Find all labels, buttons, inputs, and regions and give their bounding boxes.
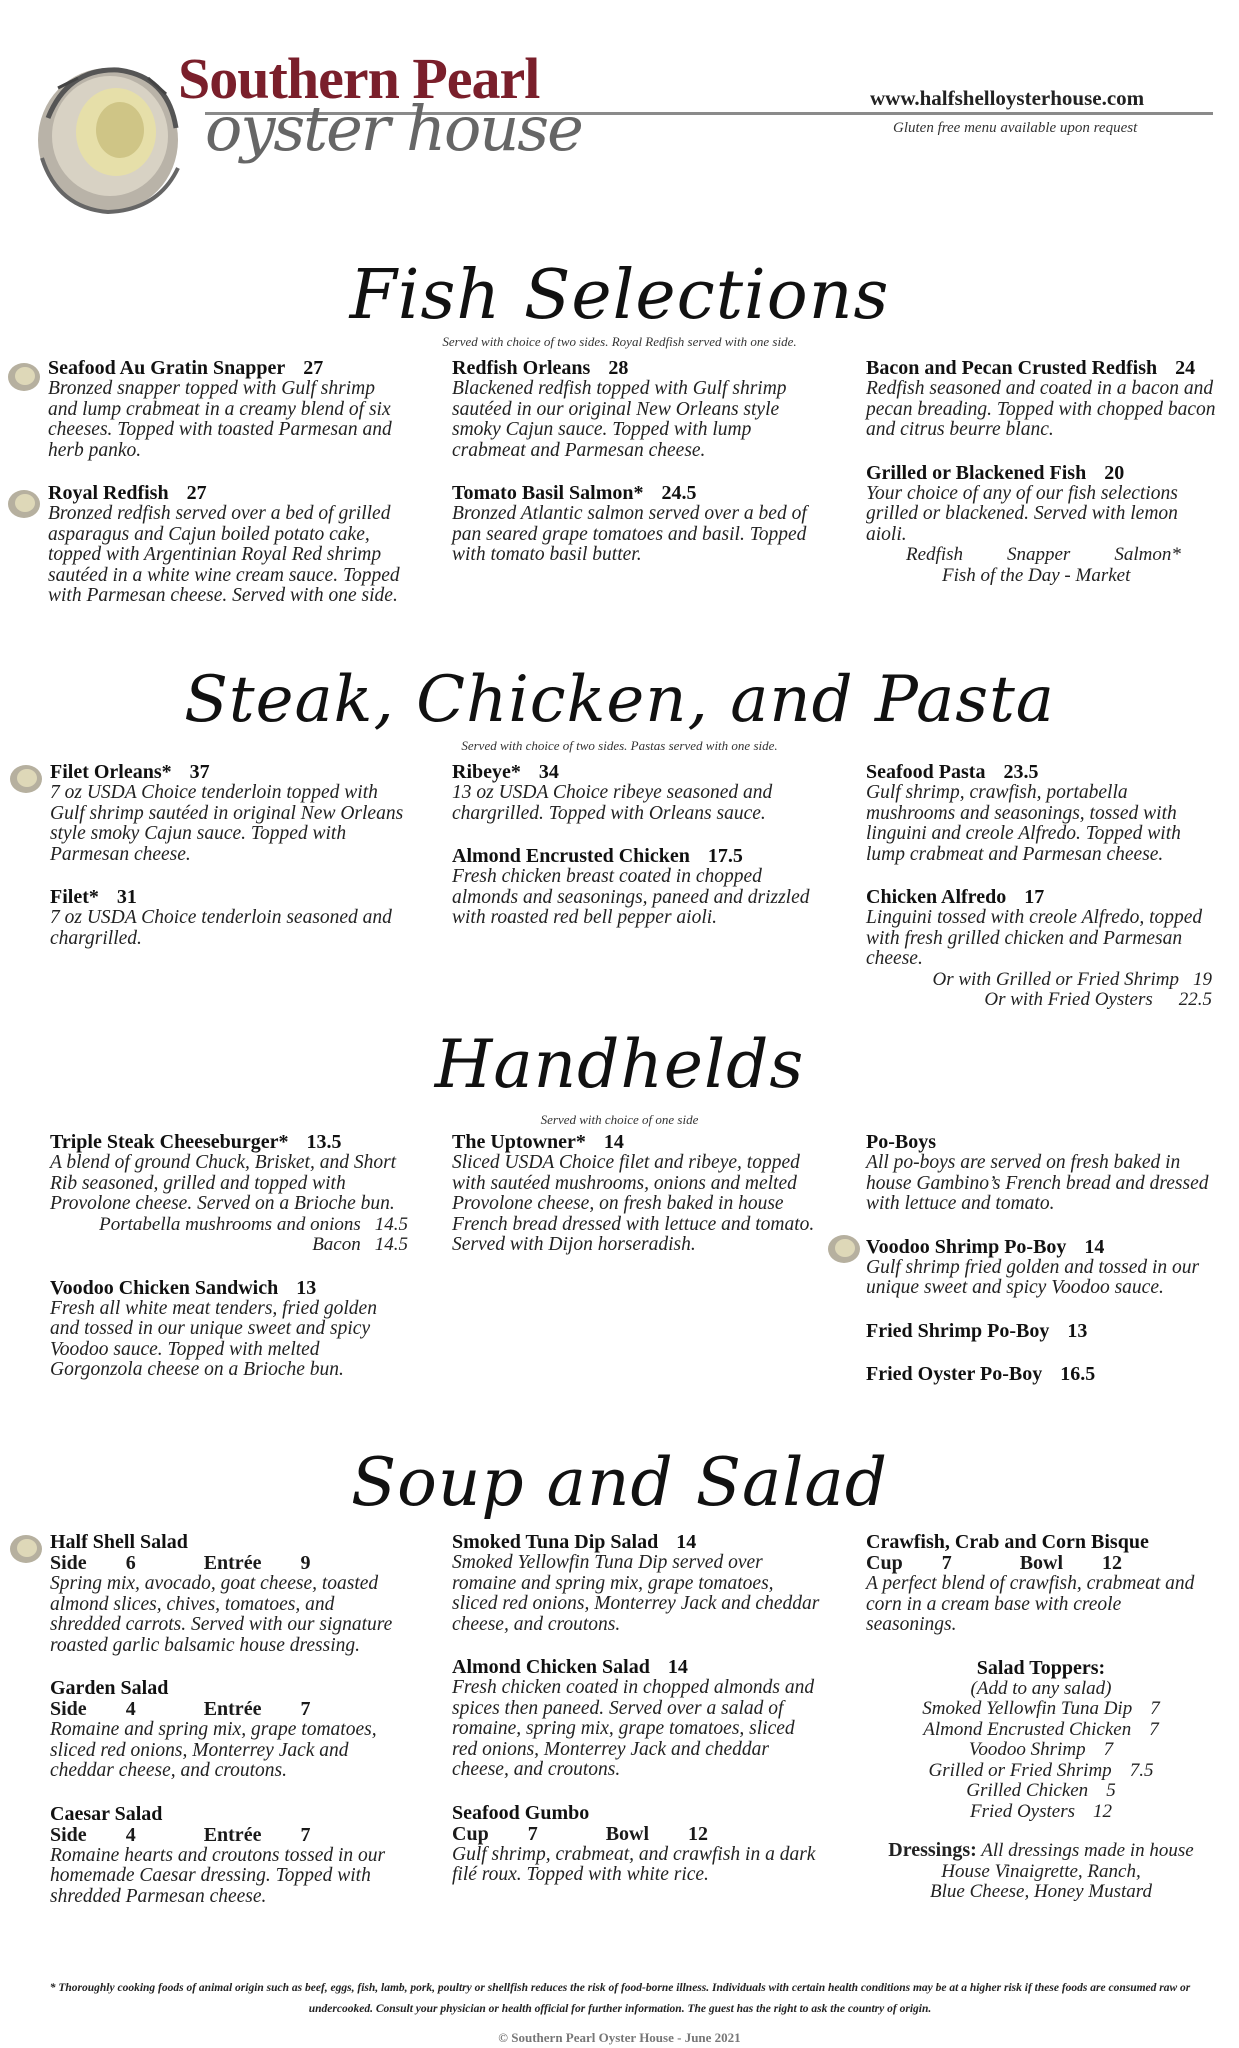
upgrade-label: Or with Grilled or Fried Shrimp [932, 968, 1179, 990]
size-price: 7 [941, 1552, 952, 1574]
upgrade-option [50, 1235, 408, 1256]
brand-subtitle: oyster house [205, 92, 582, 165]
item-price: 27 [186, 482, 207, 504]
item-name: Filet* [50, 886, 99, 908]
topper-name: Grilled Chicken [966, 1780, 1089, 1801]
topper-price: 7.5 [1129, 1759, 1154, 1781]
menu-item [50, 1678, 408, 1782]
upgrade-price: 22.5 [1178, 989, 1212, 1010]
item-description: 13 oz USDA Choice ribeye seasoned and chargrilled. Topped with Orleans sauce. [452, 782, 773, 824]
item-price: 24.5 [661, 482, 697, 504]
size-price: 7 [300, 1698, 311, 1720]
dressings-label: Dressings: [888, 1839, 977, 1861]
topper-item [866, 1781, 1216, 1802]
item-price: 13.5 [306, 1131, 342, 1153]
size-price: 12 [688, 1822, 709, 1845]
item-price: 28 [608, 357, 629, 379]
oyster-icon [826, 1232, 862, 1266]
item-price: 14 [676, 1531, 697, 1553]
fish-column-3 [866, 358, 1216, 608]
handhelds-column-2 [452, 1132, 822, 1278]
menu-item [452, 762, 822, 824]
menu-item [866, 358, 1216, 441]
size-label: Side [50, 1823, 87, 1846]
topper-name: Voodoo Shrimp [968, 1739, 1086, 1760]
section-title-handhelds: Handhelds [434, 1026, 805, 1103]
topper-item [866, 1699, 1216, 1720]
upgrade-price: 14.5 [374, 1234, 408, 1255]
topper-item [866, 1761, 1216, 1782]
topper-name: Grilled or Fried Shrimp [928, 1759, 1112, 1781]
item-name: Royal Redfish [48, 482, 169, 504]
item-name: Crawfish, Crab and Corn Bisque [866, 1531, 1149, 1553]
oyster-icon [6, 360, 42, 394]
item-description: Gulf shrimp, crabmeat, and crawfish in a dark filé roux. Topped with white rice. [452, 1843, 816, 1885]
topper-price: 7 [1103, 1739, 1114, 1760]
size-label: Bowl [605, 1822, 650, 1845]
oyster-icon [8, 762, 44, 796]
menu-item [866, 1132, 1216, 1215]
menu-item [50, 762, 408, 865]
dressings-list: House Vinaigrette, Ranch, [941, 1860, 1141, 1882]
size-price: 6 [125, 1552, 136, 1574]
size-label: Cup [866, 1552, 903, 1574]
item-description: Bronzed redfish served over a bed of grilled asparagus and Cajun boiled potato cake, topped with Argentinian Royal Red shrimp sautéed in a white wine cream sauce. Topped with Parmesan cheese. Served with one side. [48, 503, 400, 606]
menu-item [452, 1657, 822, 1781]
size-label: Side [50, 1552, 87, 1574]
oyster-icon [6, 487, 42, 521]
item-name: Bacon and Pecan Crusted Redfish [866, 357, 1158, 379]
item-name: Caesar Salad [50, 1802, 163, 1825]
steak-column-3 [866, 762, 1216, 1033]
fish-column-2 [452, 358, 822, 588]
item-description: Fresh chicken breast coated in chopped almonds and seasonings, paneed and drizzled with roasted red bell pepper aioli. [452, 866, 810, 928]
item-description: A blend of ground Chuck, Brisket, and Short Rib seasoned, grilled and topped with Provolone cheese. Served on a Brioche bun. [50, 1152, 397, 1214]
menu-item [452, 1132, 822, 1256]
item-description: Redfish seasoned and coated in a bacon and pecan breading. Topped with chopped bacon and citrus beurre blanc. [866, 378, 1216, 440]
fish-option: Salmon* [1114, 544, 1181, 565]
menu-item [50, 1804, 408, 1908]
item-price: 16.5 [1060, 1362, 1096, 1385]
item-name: Filet Orleans* [50, 761, 172, 783]
menu-item [866, 887, 1216, 1011]
handhelds-column-1 [50, 1132, 408, 1403]
item-name: Voodoo Chicken Sandwich [50, 1276, 279, 1299]
upgrade-label: Or with Fried Oysters [984, 989, 1153, 1010]
item-name: Ribeye* [452, 761, 521, 783]
item-price: 17.5 [707, 845, 743, 867]
item-name: Seafood Pasta [866, 761, 986, 783]
item-name: Voodoo Shrimp Po-Boy [866, 1235, 1067, 1258]
size-label: Side [50, 1698, 87, 1720]
upgrade-price: 14.5 [374, 1213, 408, 1235]
steak-column-1 [50, 762, 408, 971]
item-price: 31 [116, 886, 137, 908]
size-label: Entrée [203, 1823, 262, 1846]
item-name: Chicken Alfredo [866, 886, 1007, 908]
soup-column-2 [452, 1532, 822, 1908]
topper-price: 12 [1093, 1800, 1112, 1822]
menu-item [452, 846, 822, 929]
menu-item [452, 358, 822, 461]
topper-name: Fried Oysters [969, 1800, 1075, 1822]
fish-option: Snapper [1007, 544, 1071, 565]
topper-item [866, 1802, 1216, 1823]
item-name: Redfish Orleans [452, 357, 591, 379]
item-description: 7 oz USDA Choice tenderloin topped with Gulf shrimp sautéed in original New Orleans style smoky Cajun sauce. Topped with Parmesan cheese. [50, 782, 404, 865]
item-price: 13 [296, 1276, 317, 1299]
menu-item [48, 358, 408, 461]
item-description: 7 oz USDA Choice tenderloin seasoned and chargrilled. [50, 907, 392, 949]
item-description: Sliced USDA Choice filet and ribeye, topped with sautéed mushrooms, onions and melted Provolone cheese, on fresh baked in house French bread dressed with lettuce and tomato. Served with Dijon horseradish. [452, 1152, 815, 1255]
salad-toppers-note: (Add to any salad) [970, 1677, 1112, 1699]
item-price: 24 [1175, 357, 1196, 379]
item-price: 13 [1067, 1319, 1088, 1342]
item-price: 17 [1024, 886, 1045, 908]
menu-item [48, 483, 408, 607]
item-name: Garden Salad [50, 1677, 169, 1699]
item-name: Seafood Au Gratin Snapper [48, 357, 286, 379]
salad-toppers-title: Salad Toppers: [976, 1656, 1106, 1679]
menu-item [50, 887, 408, 949]
upgrade-label: Portabella mushrooms and onions [99, 1213, 361, 1235]
section-title-fish: Fish Selections [349, 256, 890, 335]
soup-column-3 [866, 1532, 1216, 1903]
item-description: Fresh all white meat tenders, fried golden and tossed in our unique sweet and spicy Voodoo sauce. Topped with melted Gorgonzola cheese on a Brioche bun. [50, 1297, 377, 1380]
fish-column-1 [48, 358, 408, 629]
item-price: 14 [1084, 1235, 1105, 1258]
oyster-icon [8, 1532, 44, 1566]
oyster-logo-icon [28, 48, 188, 218]
topper-name: Almond Encrusted Chicken [923, 1718, 1132, 1740]
upgrade-option [50, 1215, 408, 1236]
item-name: Triple Steak Cheeseburger* [50, 1131, 289, 1153]
menu-item [50, 1532, 408, 1656]
item-name: Fried Shrimp Po-Boy [866, 1319, 1050, 1342]
size-price: 7 [300, 1823, 311, 1846]
size-price: 4 [125, 1698, 136, 1720]
item-name: The Uptowner* [452, 1131, 586, 1153]
topper-price: 5 [1106, 1780, 1116, 1801]
topper-item [866, 1720, 1216, 1741]
section-note-steak: Served with choice of two sides. Pastas served with one side. [461, 738, 778, 753]
size-label: Entrée [203, 1552, 262, 1574]
menu-item [452, 483, 822, 566]
item-price: 34 [538, 761, 559, 783]
item-name: Smoked Tuna Dip Salad [452, 1531, 659, 1553]
section-title-steak: Steak, Chicken, and Pasta [184, 663, 1055, 737]
item-name: Almond Chicken Salad [452, 1656, 650, 1678]
menu-item [50, 1278, 408, 1381]
item-description: Blackened redfish topped with Gulf shrimp sautéed in our original New Orleans style smoky Cajun sauce. Topped with lump crabmeat and Parmesan cheese. [452, 378, 787, 461]
menu-item [866, 1364, 1216, 1385]
item-price: 14 [667, 1656, 688, 1678]
upgrade-price: 19 [1193, 968, 1212, 990]
menu-item [866, 1237, 1216, 1299]
item-name: Half Shell Salad [50, 1531, 188, 1553]
item-price: 37 [189, 761, 210, 783]
size-prices [50, 1825, 408, 1846]
fish-option: Redfish [906, 544, 963, 565]
size-prices [452, 1824, 822, 1845]
food-safety-disclaimer: * Thoroughly cooking foods of animal origin such as beef, eggs, fish, lamb, pork, poultry or shellfish reduces the risk of food-borne illness. Individuals with certain health conditions may be at a higher risk if these foods are consumed raw or undercooked. Consult your physician or health official for further information. The guest has the right to ask the country of origin. [49, 1982, 1191, 2015]
item-price: 27 [303, 357, 324, 379]
dressings-note: All dressings made in house [981, 1840, 1194, 1861]
fish-options [866, 545, 1216, 566]
size-price: 12 [1102, 1552, 1123, 1574]
topper-price: 7 [1150, 1698, 1160, 1719]
item-description: All po-boys are served on fresh baked in house Gambino’s French bread and dressed with lettuce and tomato. [866, 1152, 1209, 1214]
size-prices [866, 1553, 1216, 1574]
upgrade-option [866, 990, 1216, 1011]
item-description: Gulf shrimp fried golden and tossed in our unique sweet and spicy Voodoo sauce. [866, 1256, 1200, 1298]
item-name: Fried Oyster Po-Boy [866, 1362, 1043, 1385]
size-prices [50, 1553, 408, 1574]
item-description: Bronzed Atlantic salmon served over a bed of pan seared grape tomatoes and basil. Topped with tomato basil butter. [452, 503, 807, 565]
size-price: 7 [527, 1822, 538, 1845]
size-label: Entrée [203, 1698, 262, 1720]
item-description: Fresh chicken coated in chopped almonds and spices then paneed. Served over a salad of romaine, spring mix, grape tomatoes, sliced red onions, Monterrey Jack and cheddar cheese, and croutons. [452, 1677, 815, 1780]
size-label: Bowl [1019, 1552, 1064, 1574]
gluten-free-note: Gluten free menu available upon request [893, 120, 1138, 136]
upgrade-option [866, 970, 1216, 991]
item-description: Your choice of any of our fish selections grilled or blackened. Served with lemon aioli. [866, 482, 1178, 545]
size-prices [50, 1699, 408, 1720]
section-note-fish: Served with choice of two sides. Royal Redfish served with one side. [442, 334, 797, 349]
item-description: Bronzed snapper topped with Gulf shrimp and lump crabmeat in a creamy blend of six cheeses. Topped with toasted Parmesan and herb panko. [48, 378, 392, 461]
salad-toppers [866, 1658, 1216, 1823]
item-name: Po-Boys [866, 1131, 936, 1153]
item-price: 20 [1104, 461, 1125, 484]
menu-item [452, 1803, 822, 1886]
item-description: Linguini tossed with creole Alfredo, topped with fresh grilled chicken and Parmesan cheese. [866, 907, 1203, 969]
menu-item [866, 762, 1216, 865]
item-description: Romaine and spring mix, grape tomatoes, sliced red onions, Monterrey Jack and cheddar cheese, and croutons. [50, 1719, 377, 1781]
dressings-list: Blue Cheese, Honey Mustard [930, 1881, 1152, 1902]
item-description: A perfect blend of crawfish, crabmeat and corn in a cream base with creole seasonings. [866, 1573, 1195, 1635]
item-description: Smoked Yellowfin Tuna Dip served over romaine and spring mix, grape tomatoes, sliced red onions, Monterrey Jack and cheddar cheese, and croutons. [452, 1552, 820, 1635]
topper-price: 7 [1149, 1718, 1159, 1740]
item-name: Almond Encrusted Chicken [452, 845, 690, 867]
item-description: Spring mix, avocado, goat cheese, toasted almond slices, chives, tomatoes, and shredded carrots. Served with our signature roasted garlic balsamic house dressing. [50, 1573, 393, 1656]
upgrade-label: Bacon [312, 1234, 361, 1255]
item-name: Tomato Basil Salmon* [452, 482, 644, 504]
menu-item [866, 463, 1216, 587]
handhelds-column-3 [866, 1132, 1216, 1407]
section-note-handhelds: Served with choice of one side [540, 1112, 699, 1127]
menu-item [866, 1321, 1216, 1342]
item-name: Seafood Gumbo [452, 1801, 590, 1824]
section-title-soup-salad: Soup and Salad [350, 1444, 889, 1521]
size-price: 9 [300, 1552, 311, 1574]
website-link[interactable]: www.halfshelloysterhouse.com [870, 86, 1145, 110]
menu-item [866, 1532, 1216, 1636]
size-label: Cup [452, 1822, 489, 1845]
item-name: Grilled or Blackened Fish [866, 461, 1087, 484]
fish-of-the-day: Fish of the Day - Market [942, 564, 1131, 586]
topper-name: Smoked Yellowfin Tuna Dip [922, 1698, 1133, 1719]
brand-title: Southern Pearl [178, 46, 540, 111]
topper-item [866, 1740, 1216, 1761]
item-price: 23.5 [1003, 761, 1039, 783]
dressings [866, 1840, 1216, 1903]
menu-item [452, 1532, 822, 1635]
steak-column-2 [452, 762, 822, 951]
item-description: Romaine hearts and croutons tossed in our homemade Caesar dressing. Topped with shredded Parmesan cheese. [50, 1844, 386, 1907]
size-price: 4 [125, 1823, 136, 1846]
menu-item [50, 1132, 408, 1256]
item-price: 14 [603, 1131, 624, 1153]
soup-column-1 [50, 1532, 408, 1929]
item-description: Gulf shrimp, crawfish, portabella mushrooms and seasonings, tossed with linguini and creole Alfredo. Topped with lump crabmeat and Parmesan cheese. [866, 782, 1181, 865]
copyright-notice: © Southern Pearl Oyster House - June 2021 [498, 2030, 741, 2045]
